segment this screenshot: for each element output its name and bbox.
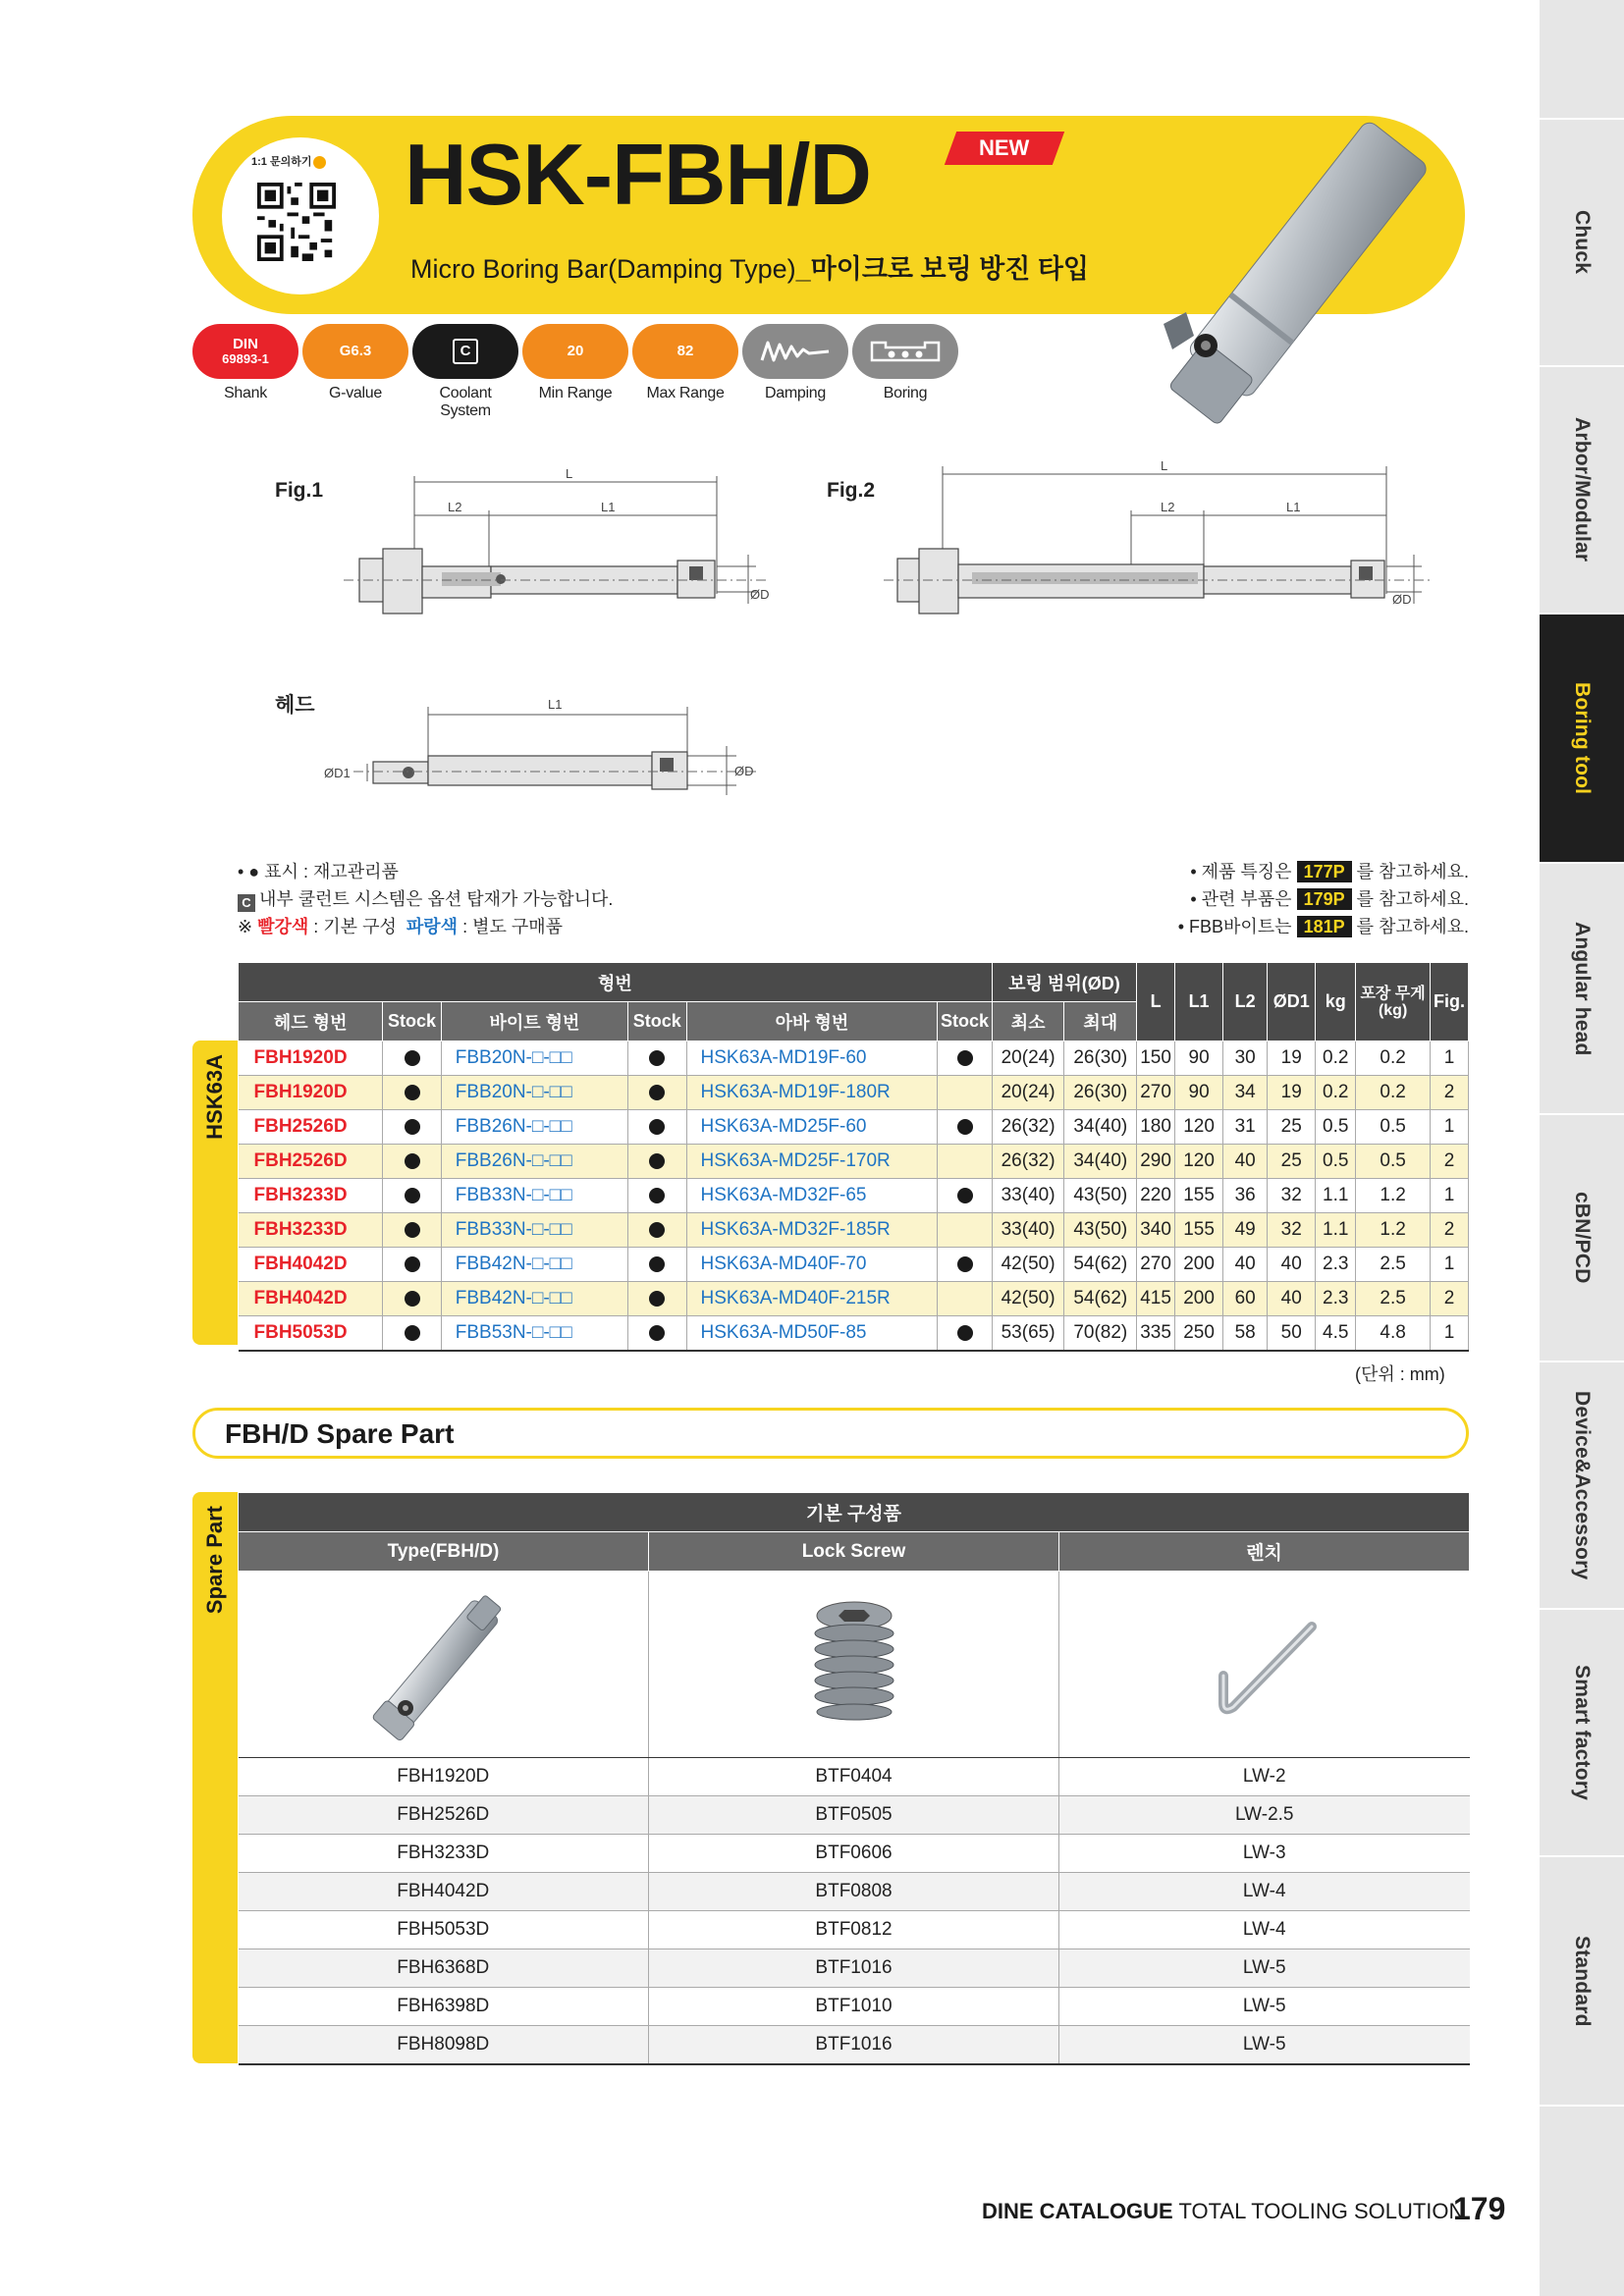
kg-cell: 0.5 <box>1316 1110 1356 1145</box>
bite-model-cell: FBB42N-□-□□ <box>441 1248 627 1282</box>
pack-weight-cell: 1.2 <box>1356 1179 1431 1213</box>
page-ref-179[interactable]: 179P <box>1297 888 1352 910</box>
stock-dot-icon <box>405 1291 420 1307</box>
unit-note: (단위 : mm) <box>1355 1364 1445 1384</box>
l1-cell: 200 <box>1175 1248 1223 1282</box>
bite-model-cell: FBB42N-□-□□ <box>441 1282 627 1316</box>
spare-col-lock-screw: Lock Screw <box>649 1532 1059 1572</box>
spare-type-cell: FBH2526D <box>239 1796 649 1835</box>
table-row <box>239 1110 1469 1145</box>
bite-model-cell: FBB26N-□-□□ <box>441 1110 627 1145</box>
boring-icon <box>866 337 945 366</box>
col-header-arbor: 아바 형번 <box>686 1002 938 1041</box>
col-header-kg: kg <box>1316 963 1356 1041</box>
l-cell: 270 <box>1137 1248 1175 1282</box>
head-dim-l1: L1 <box>548 697 563 712</box>
kg-cell: 0.2 <box>1316 1076 1356 1110</box>
spare-row <box>239 2026 1470 2064</box>
spare-wrench-cell: LW-3 <box>1059 1835 1470 1873</box>
spare-wrench-cell: LW-2 <box>1059 1758 1470 1796</box>
spare-type-cell: FBH6398D <box>239 1988 649 2026</box>
col-header-fig: Fig. <box>1430 963 1468 1041</box>
spec-boring: Boring <box>852 324 958 402</box>
group-header-model: 형번 <box>239 963 993 1002</box>
fig-cell: 1 <box>1430 1041 1468 1076</box>
spare-row <box>239 1911 1470 1949</box>
spare-part-side-label: Spare Part <box>192 1492 238 2063</box>
pack-weight-cell: 2.5 <box>1356 1282 1431 1316</box>
stock-head-cell <box>383 1248 441 1282</box>
col-header-max: 최대 <box>1064 1002 1137 1041</box>
arbor-model-cell: HSK63A-MD32F-65 <box>686 1179 938 1213</box>
fig1-dim-l: L <box>566 466 573 481</box>
stock-dot-icon <box>405 1325 420 1341</box>
l2-cell: 58 <box>1223 1316 1268 1351</box>
col-header-l: L <box>1137 963 1175 1041</box>
page-ref-177[interactable]: 177P <box>1297 861 1352 882</box>
table-row <box>239 1179 1469 1213</box>
fig-cell: 2 <box>1430 1213 1468 1248</box>
spare-wrench-cell: LW-4 <box>1059 1873 1470 1911</box>
l-cell: 270 <box>1137 1076 1175 1110</box>
table-row <box>239 1282 1469 1316</box>
spare-wrench-cell: LW-5 <box>1059 2026 1470 2064</box>
spare-wrench-cell: LW-2.5 <box>1059 1796 1470 1835</box>
stock-arbor-cell <box>938 1316 992 1351</box>
spec-min-range: 20 Min Range <box>522 324 628 402</box>
stock-bite-cell <box>628 1110 686 1145</box>
col-header-head: 헤드 형번 <box>239 1002 383 1041</box>
pack-weight-cell: 0.5 <box>1356 1110 1431 1145</box>
d1-cell: 19 <box>1268 1076 1316 1110</box>
l1-cell: 90 <box>1175 1076 1223 1110</box>
lock-screw-image-cell <box>649 1572 1059 1758</box>
kg-cell: 2.3 <box>1316 1248 1356 1282</box>
pack-weight-cell: 4.8 <box>1356 1316 1431 1351</box>
category-sidebar <box>1540 0 1624 2296</box>
kg-cell: 0.5 <box>1316 1145 1356 1179</box>
stock-head-cell <box>383 1282 441 1316</box>
spec-coolant-system: C Coolant System <box>412 324 518 420</box>
note-parts-ref: • 관련 부품은 179P 를 참고하세요. <box>1190 889 1469 909</box>
spare-type-cell: FBH8098D <box>239 2026 649 2064</box>
specification-table <box>238 962 1469 1352</box>
product-subtitle: Micro Boring Bar(Damping Type)_마이크로 보링 방진 타입 <box>410 254 1089 284</box>
d1-cell: 32 <box>1268 1213 1316 1248</box>
tab-arbor-modular[interactable]: Arbor/Modular <box>1540 365 1624 613</box>
stock-dot-icon <box>649 1188 665 1203</box>
spare-row <box>239 1949 1470 1988</box>
tab-cbn-pcd[interactable]: cBN/PCD <box>1540 1113 1624 1361</box>
l1-cell: 200 <box>1175 1282 1223 1316</box>
l-cell: 340 <box>1137 1213 1175 1248</box>
range-max-cell: 43(50) <box>1064 1213 1137 1248</box>
stock-dot-icon <box>405 1153 420 1169</box>
stock-bite-cell <box>628 1179 686 1213</box>
stock-arbor-cell <box>938 1213 992 1248</box>
spare-screw-cell: BTF1016 <box>649 2026 1059 2064</box>
page-number: 179 <box>1453 2191 1506 2226</box>
stock-arbor-cell <box>938 1041 992 1076</box>
stock-dot-icon <box>957 1256 973 1272</box>
l1-cell: 120 <box>1175 1110 1223 1145</box>
stock-dot-icon <box>649 1119 665 1135</box>
coolant-c-icon: C <box>453 339 478 364</box>
spare-col-wrench: 렌치 <box>1059 1532 1470 1572</box>
head-dim-d1: ØD1 <box>324 766 351 780</box>
col-header-bite: 바이트 형번 <box>441 1002 627 1041</box>
note-features-ref: • 제품 특징은 177P 를 참고하세요. <box>1190 862 1469 881</box>
stock-head-cell <box>383 1110 441 1145</box>
stock-bite-cell <box>628 1076 686 1110</box>
stock-arbor-cell <box>938 1248 992 1282</box>
d1-cell: 25 <box>1268 1110 1316 1145</box>
fig2-drawing <box>884 456 1434 658</box>
d1-cell: 19 <box>1268 1041 1316 1076</box>
fig-cell: 2 <box>1430 1282 1468 1316</box>
range-max-cell: 26(30) <box>1064 1076 1137 1110</box>
fig2-dim-l1: L1 <box>1286 500 1301 514</box>
spare-col-type: Type(FBH/D) <box>239 1532 649 1572</box>
stock-bite-cell <box>628 1041 686 1076</box>
bite-model-cell: FBB53N-□-□□ <box>441 1316 627 1351</box>
col-header-stock-head: Stock <box>383 1002 441 1041</box>
bite-model-cell: FBB20N-□-□□ <box>441 1076 627 1110</box>
l-cell: 220 <box>1137 1179 1175 1213</box>
arbor-model-cell: HSK63A-MD40F-70 <box>686 1248 938 1282</box>
spare-screw-cell: BTF0404 <box>649 1758 1059 1796</box>
l1-cell: 250 <box>1175 1316 1223 1351</box>
stock-arbor-cell <box>938 1179 992 1213</box>
stock-arbor-cell <box>938 1110 992 1145</box>
l2-cell: 40 <box>1223 1145 1268 1179</box>
kg-cell: 2.3 <box>1316 1282 1356 1316</box>
range-max-cell: 70(82) <box>1064 1316 1137 1351</box>
range-min-cell: 33(40) <box>992 1213 1064 1248</box>
spare-image-row <box>239 1572 1470 1758</box>
catalogue-footer: DINE CATALOGUE TOTAL TOOLING SOLUTION <box>982 2199 1465 2223</box>
inquiry-icon <box>313 156 326 169</box>
head-model-cell: FBH3233D <box>239 1179 383 1213</box>
table-row <box>239 1248 1469 1282</box>
pack-weight-cell: 0.2 <box>1356 1041 1431 1076</box>
tab-standard[interactable]: Standard <box>1540 1855 1624 2105</box>
tab-chuck[interactable]: Chuck <box>1540 118 1624 365</box>
l1-cell: 90 <box>1175 1041 1223 1076</box>
col-header-stock-arbor: Stock <box>938 1002 992 1041</box>
tab-device-accessory[interactable]: Device&Accessory <box>1540 1361 1624 1608</box>
stock-dot-icon <box>957 1050 973 1066</box>
table-row <box>239 1076 1469 1110</box>
stock-dot-icon <box>405 1119 420 1135</box>
col-header-pack-weight: 포장 무게 (kg) <box>1356 963 1431 1041</box>
stock-dot-icon <box>957 1188 973 1203</box>
pack-weight-cell: 1.2 <box>1356 1213 1431 1248</box>
head-model-cell: FBH5053D <box>239 1316 383 1351</box>
notes-left <box>238 858 613 940</box>
l-cell: 415 <box>1137 1282 1175 1316</box>
l2-cell: 30 <box>1223 1041 1268 1076</box>
fig1-dim-d: ØD <box>750 587 770 602</box>
stock-dot-icon <box>649 1085 665 1100</box>
spare-screw-cell: BTF1016 <box>649 1949 1059 1988</box>
col-header-stock-bite: Stock <box>628 1002 686 1041</box>
boring-bar-product-image <box>1129 108 1483 432</box>
head-model-cell: FBH4042D <box>239 1248 383 1282</box>
l2-cell: 40 <box>1223 1248 1268 1282</box>
range-max-cell: 54(62) <box>1064 1248 1137 1282</box>
stock-bite-cell <box>628 1213 686 1248</box>
range-min-cell: 20(24) <box>992 1076 1064 1110</box>
stock-head-cell <box>383 1316 441 1351</box>
qr-inquiry-label: 1:1 문의하기 <box>251 153 326 169</box>
l-cell: 180 <box>1137 1110 1175 1145</box>
range-min-cell: 26(32) <box>992 1110 1064 1145</box>
l1-cell: 155 <box>1175 1179 1223 1213</box>
spare-wrench-cell: LW-5 <box>1059 1949 1470 1988</box>
spare-screw-cell: BTF0606 <box>649 1835 1059 1873</box>
stock-dot-icon <box>649 1222 665 1238</box>
stock-head-cell <box>383 1076 441 1110</box>
lock-screw-image <box>795 1588 913 1735</box>
l1-cell: 120 <box>1175 1145 1223 1179</box>
range-min-cell: 20(24) <box>992 1041 1064 1076</box>
spare-part-rows <box>239 1572 1470 2064</box>
stock-dot-icon <box>649 1291 665 1307</box>
spare-type-cell: FBH3233D <box>239 1835 649 1873</box>
head-model-cell: FBH3233D <box>239 1213 383 1248</box>
range-min-cell: 42(50) <box>992 1248 1064 1282</box>
fig1-drawing <box>344 456 776 658</box>
stock-head-cell <box>383 1213 441 1248</box>
range-min-cell: 53(65) <box>992 1316 1064 1351</box>
d1-cell: 40 <box>1268 1282 1316 1316</box>
fig-cell: 1 <box>1430 1248 1468 1282</box>
arbor-model-cell: HSK63A-MD19F-180R <box>686 1076 938 1110</box>
arbor-model-cell: HSK63A-MD25F-170R <box>686 1145 938 1179</box>
stock-arbor-cell <box>938 1145 992 1179</box>
bite-model-cell: FBB20N-□-□□ <box>441 1041 627 1076</box>
l2-cell: 60 <box>1223 1282 1268 1316</box>
spare-row <box>239 1873 1470 1911</box>
spare-row <box>239 1835 1470 1873</box>
kg-cell: 1.1 <box>1316 1179 1356 1213</box>
fig2-label: Fig.2 <box>827 479 876 502</box>
table-row <box>239 1041 1469 1076</box>
qr-code-icon[interactable] <box>257 183 336 261</box>
spec-max-range: 82 Max Range <box>632 324 738 402</box>
note-bite-ref: • FBB바이트는 181P 를 참고하세요. <box>1177 917 1469 936</box>
stock-dot-icon <box>649 1325 665 1341</box>
range-min-cell: 33(40) <box>992 1179 1064 1213</box>
stock-dot-icon <box>957 1325 973 1341</box>
kg-cell: 0.2 <box>1316 1041 1356 1076</box>
spare-screw-cell: BTF1010 <box>649 1988 1059 2026</box>
fig-cell: 1 <box>1430 1179 1468 1213</box>
stock-bite-cell <box>628 1316 686 1351</box>
coolant-c-icon: C <box>238 894 255 912</box>
pack-weight-cell: 0.2 <box>1356 1076 1431 1110</box>
l-cell: 150 <box>1137 1041 1175 1076</box>
stock-head-cell <box>383 1145 441 1179</box>
head-model-cell: FBH1920D <box>239 1076 383 1110</box>
stock-dot-icon <box>649 1050 665 1066</box>
spare-row <box>239 1796 1470 1835</box>
table-row <box>239 1145 1469 1179</box>
kg-cell: 4.5 <box>1316 1316 1356 1351</box>
spare-screw-cell: BTF0808 <box>649 1873 1059 1911</box>
fig-cell: 2 <box>1430 1076 1468 1110</box>
head-model-cell: FBH1920D <box>239 1041 383 1076</box>
fig2-dim-d: ØD <box>1392 592 1412 607</box>
arbor-model-cell: HSK63A-MD32F-185R <box>686 1213 938 1248</box>
notes-right <box>1080 858 1469 940</box>
stock-bite-cell <box>628 1248 686 1282</box>
spare-type-cell: FBH5053D <box>239 1911 649 1949</box>
table-row <box>239 1316 1469 1351</box>
bite-model-cell: FBB33N-□-□□ <box>441 1179 627 1213</box>
hsk63a-side-label: HSK63A <box>192 1041 238 1345</box>
bite-model-cell: FBB26N-□-□□ <box>441 1145 627 1179</box>
group-header-range: 보링 범위(ØD) <box>992 963 1136 1002</box>
product-title: HSK-FBH/D <box>405 126 871 223</box>
head-dim-d: ØD <box>734 764 754 778</box>
arbor-model-cell: HSK63A-MD50F-85 <box>686 1316 938 1351</box>
kg-cell: 1.1 <box>1316 1213 1356 1248</box>
tab-angular-head[interactable]: Angular head <box>1540 862 1624 1113</box>
specification-rows <box>239 1041 1469 1351</box>
pack-weight-cell: 0.5 <box>1356 1145 1431 1179</box>
fig-cell: 2 <box>1430 1145 1468 1179</box>
fig1-label: Fig.1 <box>275 479 324 502</box>
stock-arbor-cell <box>938 1282 992 1316</box>
l-cell: 290 <box>1137 1145 1175 1179</box>
fig-cell: 1 <box>1430 1110 1468 1145</box>
spare-wrench-cell: LW-5 <box>1059 1988 1470 2026</box>
spare-wrench-cell: LW-4 <box>1059 1911 1470 1949</box>
wrench-image-cell <box>1059 1572 1470 1758</box>
d1-cell: 40 <box>1268 1248 1316 1282</box>
note-stock-legend: • ● 표시 : 재고관리품 <box>238 862 399 881</box>
range-min-cell: 42(50) <box>992 1282 1064 1316</box>
tab-boring-tool[interactable]: Boring tool <box>1540 613 1624 862</box>
spare-part-table <box>238 1492 1470 2065</box>
spare-type-cell: FBH4042D <box>239 1873 649 1911</box>
note-color-legend: ※ 빨강색 : 기본 구성 파랑색 : 별도 구매품 <box>238 917 564 936</box>
new-badge: NEW <box>945 132 1064 165</box>
spare-row <box>239 1988 1470 2026</box>
range-max-cell: 34(40) <box>1064 1110 1137 1145</box>
head-figure-label: 헤드 <box>275 694 315 717</box>
spare-group-header: 기본 구성품 <box>239 1493 1470 1532</box>
col-header-l2: L2 <box>1223 963 1268 1041</box>
col-header-l1: L1 <box>1175 963 1223 1041</box>
l2-cell: 34 <box>1223 1076 1268 1110</box>
l2-cell: 36 <box>1223 1179 1268 1213</box>
col-header-d1: ØD1 <box>1268 963 1316 1041</box>
stock-dot-icon <box>957 1119 973 1135</box>
d1-cell: 25 <box>1268 1145 1316 1179</box>
spec-g-value: G6.3 G-value <box>302 324 408 402</box>
spare-screw-cell: BTF0505 <box>649 1796 1059 1835</box>
page-ref-181[interactable]: 181P <box>1297 916 1352 937</box>
range-max-cell: 43(50) <box>1064 1179 1137 1213</box>
stock-dot-icon <box>405 1050 420 1066</box>
table-row <box>239 1213 1469 1248</box>
fig2-dim-l2: L2 <box>1161 500 1175 514</box>
stock-head-cell <box>383 1041 441 1076</box>
stock-dot-icon <box>405 1188 420 1203</box>
hex-wrench-image <box>1196 1593 1333 1731</box>
spec-shank: DIN 69893-1 Shank <box>192 324 298 402</box>
note-coolant: C 내부 쿨런트 시스템은 옵션 탑재가 가능합니다. <box>238 885 613 913</box>
head-model-cell: FBH2526D <box>239 1145 383 1179</box>
spare-type-cell: FBH1920D <box>239 1758 649 1796</box>
head-drawing <box>324 687 776 825</box>
arbor-model-cell: HSK63A-MD40F-215R <box>686 1282 938 1316</box>
damping-wave-icon <box>758 337 833 366</box>
tab-smart-factory[interactable]: Smart factory <box>1540 1608 1624 1855</box>
pack-weight-cell: 2.5 <box>1356 1248 1431 1282</box>
stock-dot-icon <box>649 1256 665 1272</box>
bite-model-cell: FBB33N-□-□□ <box>441 1213 627 1248</box>
spare-part-section-header: FBH/D Spare Part <box>192 1408 1469 1459</box>
stock-dot-icon <box>405 1222 420 1238</box>
stock-head-cell <box>383 1179 441 1213</box>
spare-type-cell: FBH6368D <box>239 1949 649 1988</box>
arbor-model-cell: HSK63A-MD25F-60 <box>686 1110 938 1145</box>
boring-head-image <box>345 1578 541 1745</box>
range-max-cell: 34(40) <box>1064 1145 1137 1179</box>
boring-head-image-cell <box>239 1572 649 1758</box>
stock-bite-cell <box>628 1145 686 1179</box>
stock-arbor-cell <box>938 1076 992 1110</box>
range-min-cell: 26(32) <box>992 1145 1064 1179</box>
fig-cell: 1 <box>1430 1316 1468 1351</box>
l2-cell: 49 <box>1223 1213 1268 1248</box>
spec-damping: Damping <box>742 324 848 402</box>
col-header-min: 최소 <box>992 1002 1064 1041</box>
range-max-cell: 54(62) <box>1064 1282 1137 1316</box>
head-model-cell: FBH4042D <box>239 1282 383 1316</box>
l-cell: 335 <box>1137 1316 1175 1351</box>
range-max-cell: 26(30) <box>1064 1041 1137 1076</box>
spare-row <box>239 1758 1470 1796</box>
stock-dot-icon <box>405 1256 420 1272</box>
fig1-dim-l2: L2 <box>448 500 462 514</box>
d1-cell: 32 <box>1268 1179 1316 1213</box>
d1-cell: 50 <box>1268 1316 1316 1351</box>
head-model-cell: FBH2526D <box>239 1110 383 1145</box>
l2-cell: 31 <box>1223 1110 1268 1145</box>
l1-cell: 155 <box>1175 1213 1223 1248</box>
stock-dot-icon <box>405 1085 420 1100</box>
fig2-dim-l: L <box>1161 458 1168 473</box>
arbor-model-cell: HSK63A-MD19F-60 <box>686 1041 938 1076</box>
stock-bite-cell <box>628 1282 686 1316</box>
stock-dot-icon <box>649 1153 665 1169</box>
fig1-dim-l1: L1 <box>601 500 616 514</box>
spare-screw-cell: BTF0812 <box>649 1911 1059 1949</box>
